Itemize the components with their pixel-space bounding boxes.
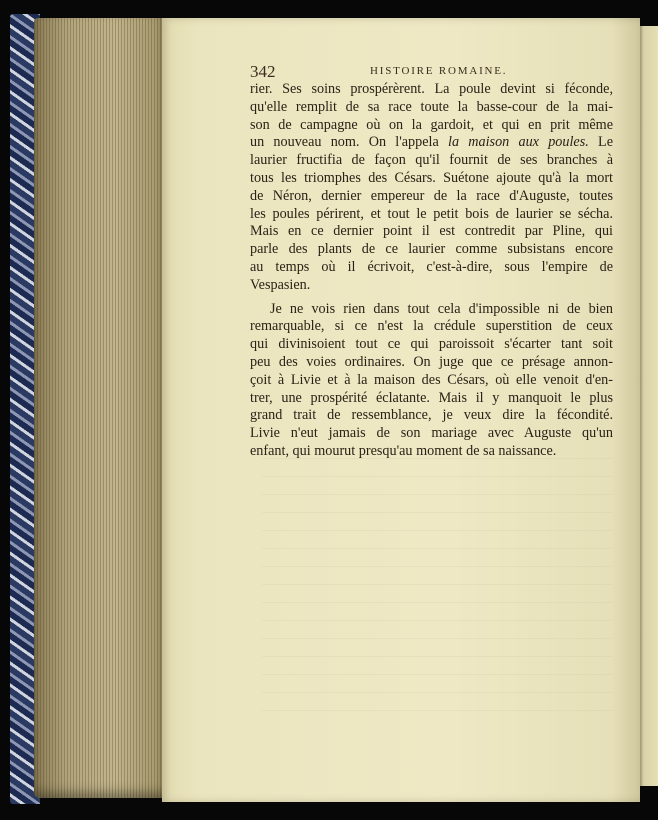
text-line: Vespasien. [250,276,311,293]
text-line: grand trait de ressemblance, je veux dire la fécondité. [250,407,613,424]
text-line: remarquable, si ce n'est la crédule superstition de ceux [250,318,613,335]
running-title: HISTOIRE ROMAINE. [370,65,508,77]
page-header [250,62,612,82]
text-line: Mais en ce dernier point il est contredit par Pline, qui [250,223,613,240]
text-line: tous les triomphes des Césars. Suétone ajoute qu'à la mort [250,169,613,186]
text-line: Je ne vois rien dans tout cela d'impossible ni de bien [270,300,613,317]
body-text [250,81,613,461]
text-line: çoit à Livie et à la maison des Césars, où elle venoit d'en- [250,371,613,388]
text-line: Livie n'eut jamais de son mariage avec Auguste qu'un [250,425,613,442]
text-line: qui divinisoient tout ce qui paroissoit s'écarter tant soit [250,336,613,353]
text-line [250,134,613,152]
show-through-text [262,458,612,718]
text-run: Le [588,134,613,151]
italic-title: la maison aux poules. [448,134,589,151]
text-line: qu'elle remplit de sa race toute la basse-cour de la mai- [250,98,613,115]
book-page [162,18,640,802]
text-line: trer, une prospérité éclatante. Mais il y manquoit le plus [250,389,613,406]
text-line: rier. Ses soins prospérèrent. La poule devint si féconde, [250,81,613,97]
text-line: les poules périrent, et tout le petit bois de laurier se sécha. [250,205,613,222]
text-line: enfant, qui mourut presqu'au moment de sa naissance. [250,442,557,459]
text-line: laurier fructifia de façon qu'il fournit de ses branches à [250,152,613,169]
text-line: au temps où il écrivoit, c'est-à-dire, sous l'empire de [250,258,613,275]
page-block-edge [34,18,168,798]
text-line: peu des voies ordinaires. On juge que ce présage annon- [250,353,613,370]
text-run: un nouveau nom. On l'appela [250,134,449,151]
page-number: 342 [250,62,276,81]
text-line: son de campagne où on la gardoit, et qui en prit même [250,116,613,133]
text-line: de Néron, dernier empereur de la race d'Auguste, toutes [250,187,613,204]
text-line: parle des plants de ce laurier comme subsistans encore [250,241,613,258]
